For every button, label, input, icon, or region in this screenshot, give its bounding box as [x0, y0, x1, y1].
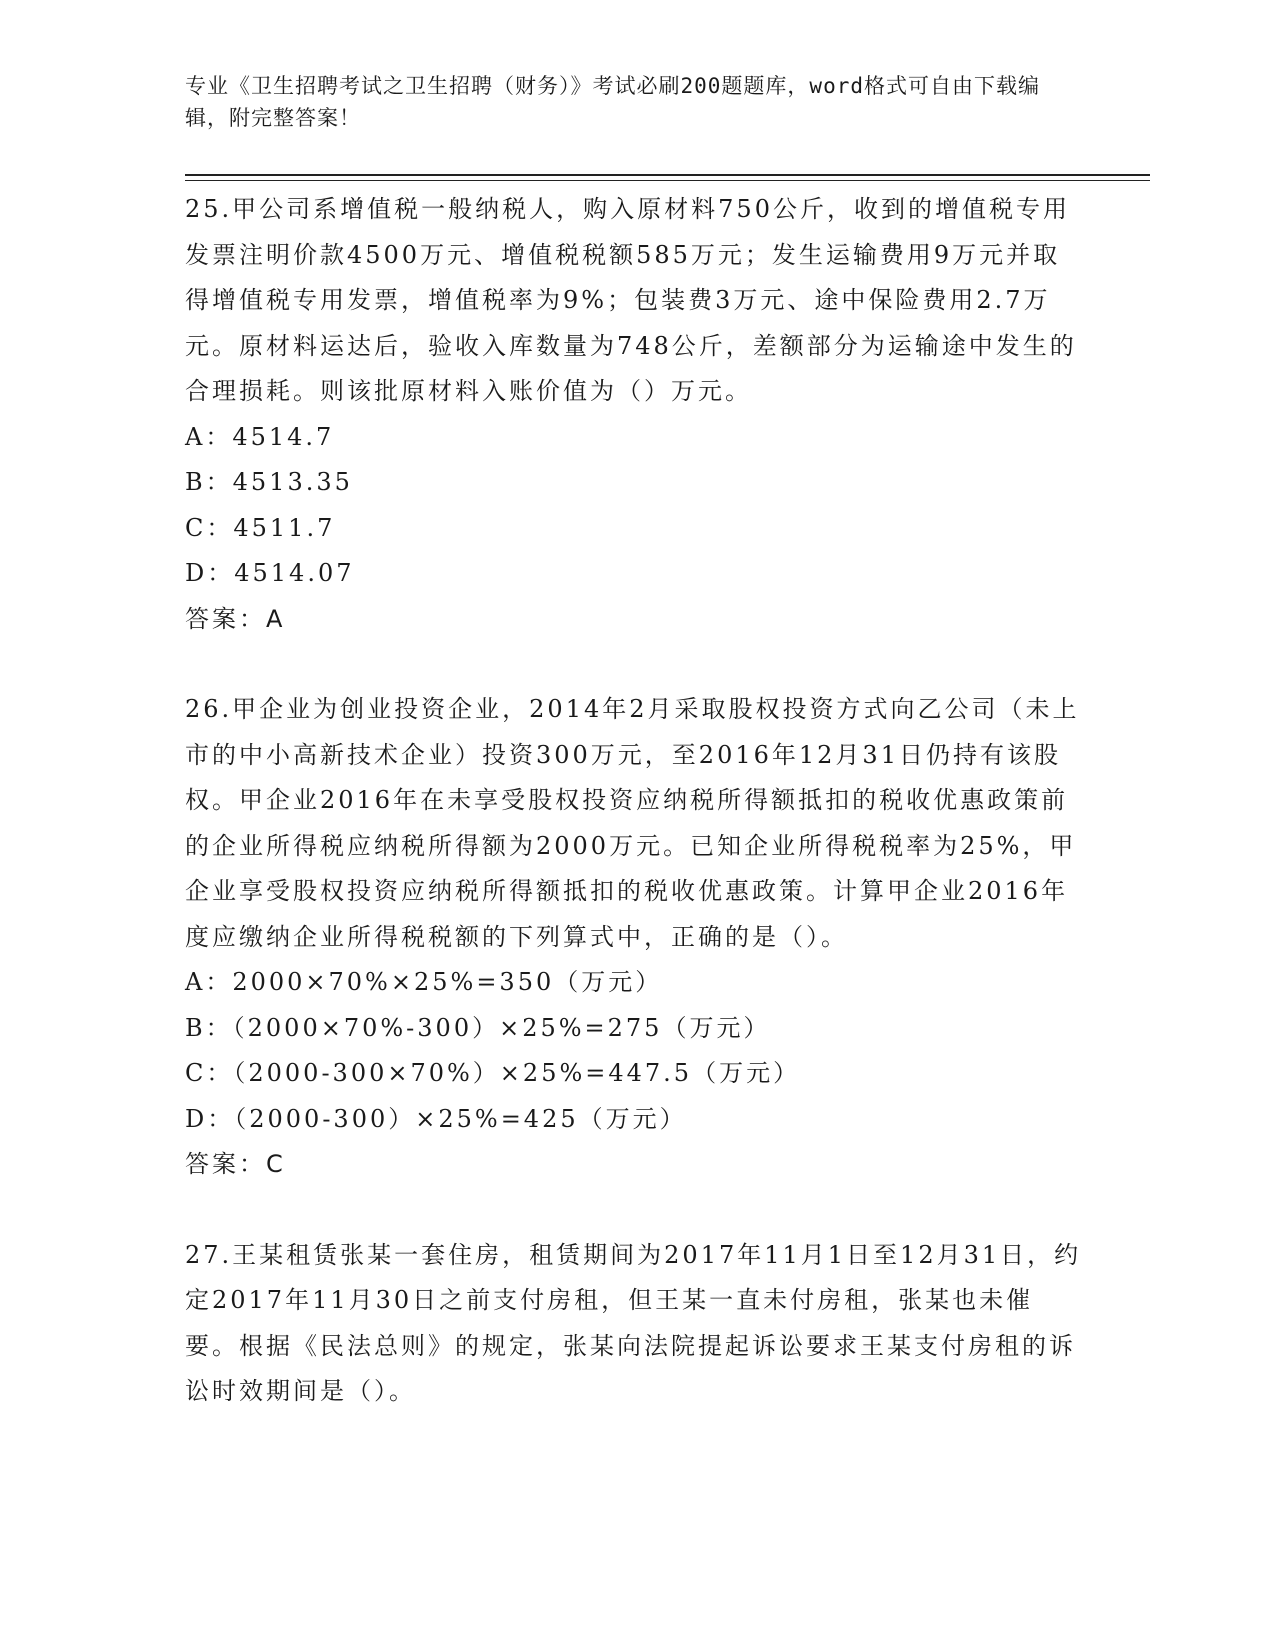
option-b: B：（2000×70%-300）×25%=275（万元）	[185, 1013, 771, 1042]
header-rule-thin	[185, 180, 1150, 181]
option-a: A：2000×70%×25%=350（万元）	[185, 968, 663, 996]
question-list	[185, 187, 1085, 1460]
answer: 答案：C	[185, 1150, 286, 1178]
question-stem: 25.甲公司系增值税一般纳税人，购入原材料750公斤，收到的增值税专用发票注明价款4500万元、增值税税额585万元；发生运输费用9万元并取得增值税专用发票，增值税率为9%；包装费3万元、途中保险费用2.7万元。原材料运达后，验收入库数量为748公斤，差额部分为运输途中发生的合理损耗。则该批原材料入账价值为（）万元。	[185, 195, 1077, 405]
question-25	[185, 187, 1085, 642]
question-26	[185, 687, 1085, 1188]
question-stem: 27.王某租赁张某一套住房，租赁期间为2017年11月1日至12月31日，约定2017年11月30日之前支付房租，但王某一直未付房租，张某也未催要。根据《民法总则》的规定，张某向法院提起诉讼要求王某支付房租的诉讼时效期间是（）。	[185, 1240, 1082, 1405]
option-b: B：4513.35	[185, 468, 353, 496]
answer: 答案：A	[185, 604, 286, 633]
question-27	[185, 1233, 1085, 1415]
option-d: D：（2000-300）×25%=425（万元）	[185, 1104, 687, 1133]
option-c: C：4511.7	[185, 513, 336, 542]
header-rule-thick	[185, 174, 1150, 176]
option-c: C：（2000-300×70%）×25%=447.5（万元）	[185, 1059, 801, 1087]
option-d: D：4514.07	[185, 559, 355, 587]
question-stem: 26.甲企业为创业投资企业，2014年2月采取股权投资方式向乙公司（未上市的中小高新技术企业）投资300万元，至2016年12月31日仍持有该股权。甲企业2016年在未享受股权投资应纳税所得额抵扣的税收优惠政策前的企业所得税应纳税所得额为2000万元。已知企业所得税税率为25%，甲企业享受股权投资应纳税所得额抵扣的税收优惠政策。计算甲企业2016年度应缴纳企业所得税税额的下列算式中，正确的是（）。	[185, 695, 1080, 951]
option-a: A：4514.7	[185, 422, 335, 451]
document-header: 专业《卫生招聘考试之卫生招聘（财务）》考试必刷200题题库，word格式可自由下载编辑，附完整答案！	[185, 74, 1040, 130]
